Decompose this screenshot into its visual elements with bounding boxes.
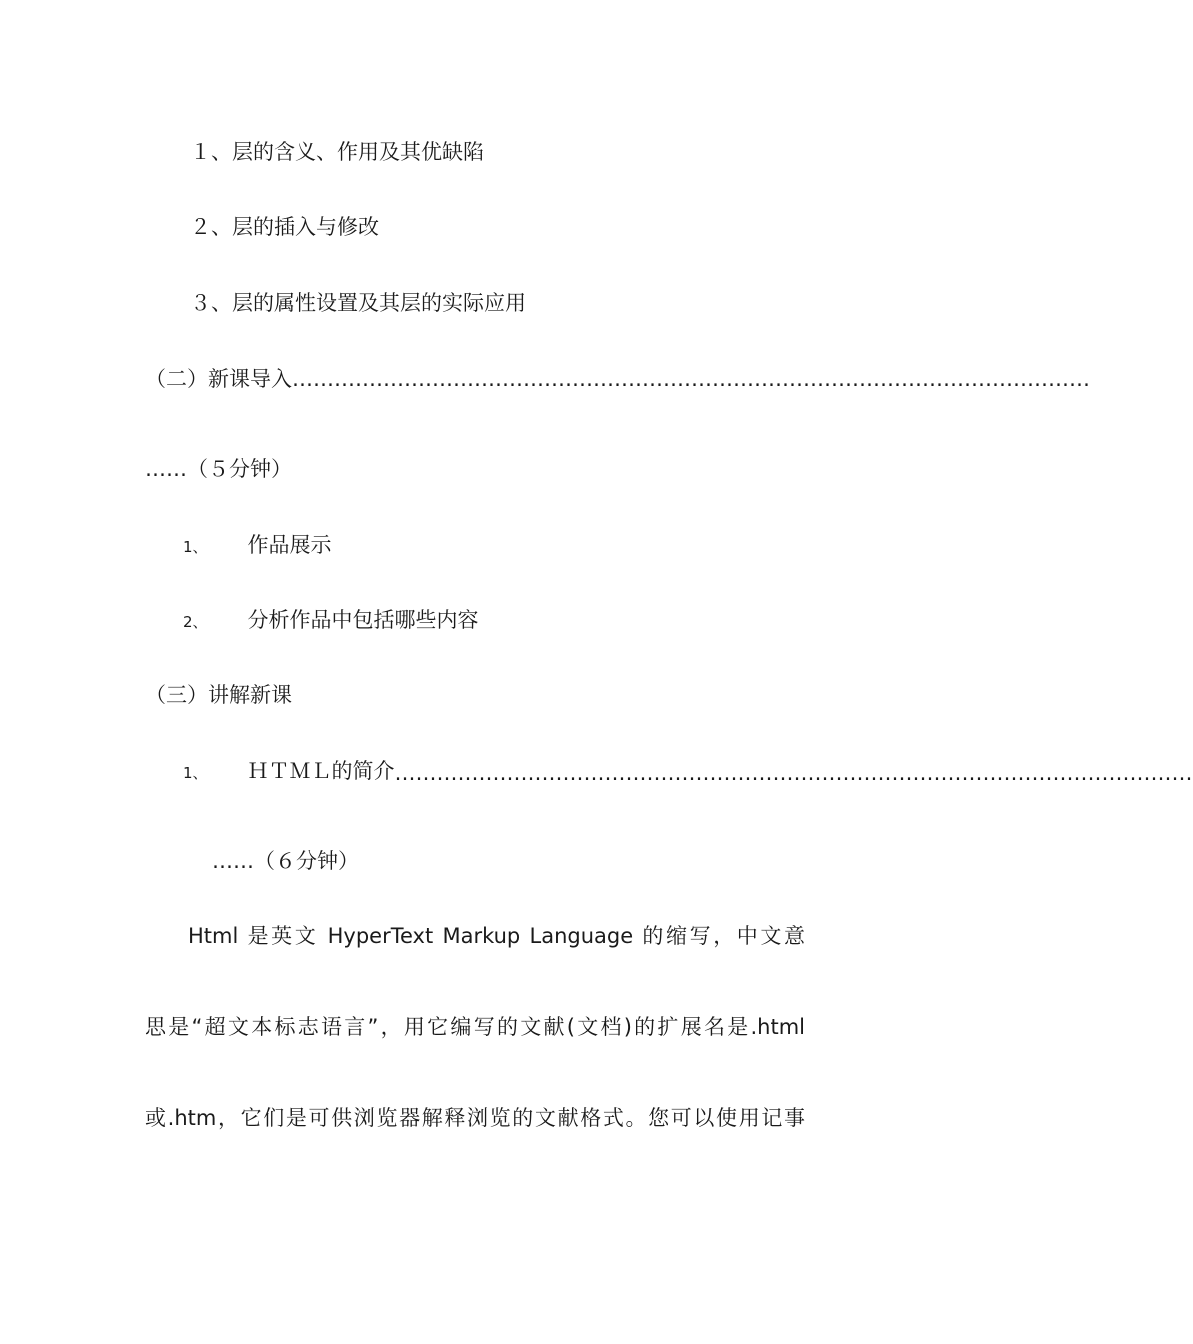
section-2-time: ……（５分钟） (145, 457, 292, 481)
paragraph-line-1: Html 是英文 HyperText Markup Language 的缩写，中文意 (188, 924, 805, 948)
sub-item-2 (183, 606, 479, 636)
outline-item-3: ３、层的属性设置及其层的实际应用 (190, 291, 526, 315)
sub-item-2-text: 分析作品中包括哪些内容 (247, 608, 479, 632)
html-intro-text: ＨＴＭＬ的简介 (247, 759, 395, 783)
section-2-heading (145, 365, 1090, 393)
sub-item-1-number: 1、 (183, 538, 208, 556)
sub-item-1 (183, 531, 332, 561)
section-2-title: （二）新课导入 (145, 367, 292, 391)
html-intro-heading (183, 757, 1193, 787)
sub-item-2-number: 2、 (183, 613, 208, 631)
leader-dots: …………………………………………………………………………………………………… (292, 367, 1090, 391)
html-intro-time: ……（６分钟） (212, 849, 359, 873)
html-intro-number: 1、 (183, 764, 208, 782)
outline-item-2: ２、层的插入与修改 (190, 215, 379, 239)
paragraph-line-2: 思是“超文本标志语言”，用它编写的文献(文档)的扩展名是.html (145, 1015, 805, 1039)
section-3-title: （三）讲解新课 (145, 683, 292, 707)
sub-item-1-text: 作品展示 (247, 533, 332, 557)
paragraph-line-3: 或.htm，它们是可供浏览器解释浏览的文献格式。您可以使用记事 (145, 1106, 805, 1130)
leader-dots: …………………………………………………………………………………………………… (394, 761, 1193, 785)
outline-item-1: １、层的含义、作用及其优缺陷 (190, 140, 484, 164)
